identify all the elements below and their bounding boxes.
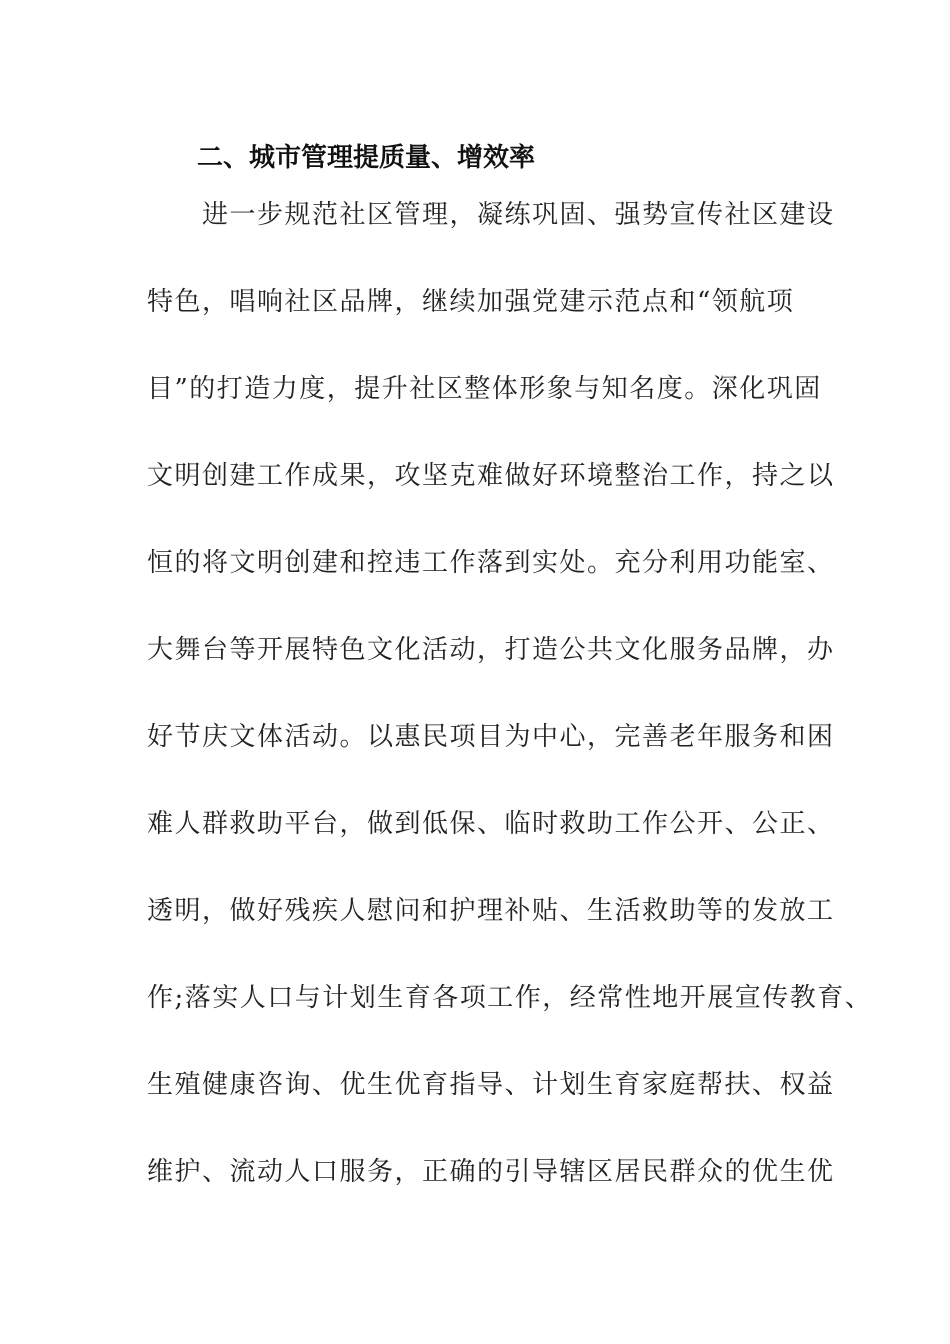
paragraph-line: 作;落实人口与计划生育各项工作，经常性地开展宣传教育、 — [147, 983, 873, 1013]
paragraph-line: 难人群救助平台，做到低保、临时救助工作公开、公正、 — [147, 809, 835, 839]
paragraph-line: 透明，做好残疾人慰问和护理补贴、生活救助等的发放工 — [147, 896, 835, 926]
paragraph-line: 文明创建工作成果，攻坚克难做好环境整治工作，持之以 — [147, 461, 835, 491]
paragraph-line: 恒的将文明创建和控违工作落到实处。充分利用功能室、 — [147, 548, 835, 578]
paragraph-line: 特色，唱响社区品牌，继续加强党建示范点和“领航项 — [147, 287, 795, 317]
paragraph-line: 目”的打造力度，提升社区整体形象与知名度。深化巩固 — [147, 374, 822, 404]
paragraph-line: 进一步规范社区管理，凝练巩固、强势宣传社区建设 — [147, 200, 835, 230]
paragraph-line: 生殖健康咨询、优生优育指导、计划生育家庭帮扶、权益 — [147, 1070, 835, 1100]
paragraph-line: 大舞台等开展特色文化活动，打造公共文化服务品牌，办 — [147, 635, 835, 665]
section-heading: 二、城市管理提质量、增效率 — [197, 143, 536, 173]
paragraph-line: 好节庆文体活动。以惠民项目为中心，完善老年服务和困 — [147, 722, 835, 752]
paragraph-line: 维护、流动人口服务，正确的引导辖区居民群众的优生优 — [147, 1157, 835, 1187]
